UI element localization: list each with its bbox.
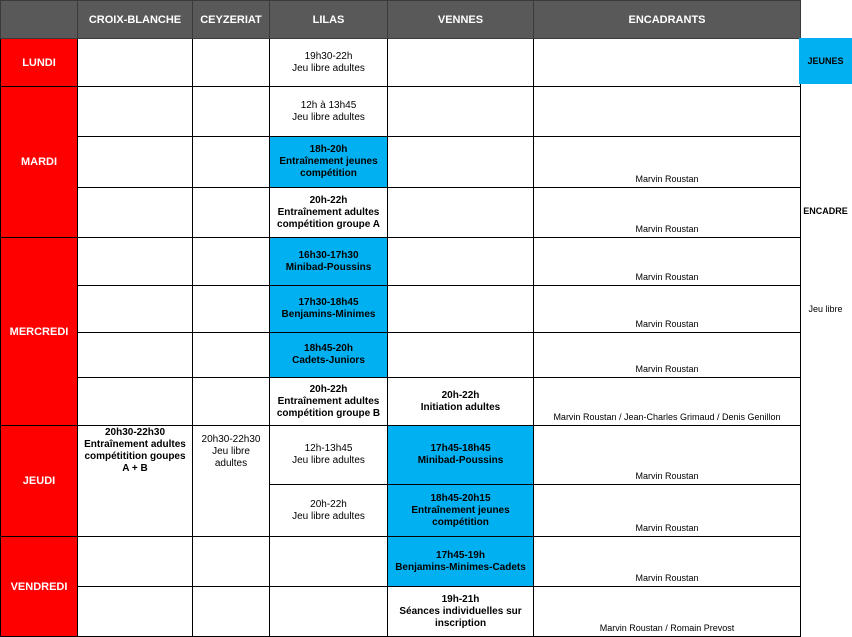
cell-empty xyxy=(388,188,534,238)
cell-activity: Séances individuelles sur xyxy=(399,605,522,617)
cell-mercredi-lilas-4 xyxy=(270,378,388,426)
table-row xyxy=(1,137,801,188)
cell-empty xyxy=(78,537,193,587)
cell-jeudi-vennes-1 xyxy=(388,426,534,485)
cell-activity: Jeu libre adultes xyxy=(292,62,365,74)
cell-mercredi-vennes xyxy=(388,378,534,426)
cell-activity: Minibad-Poussins xyxy=(417,455,504,466)
day-vendredi: VENDREDI xyxy=(1,537,78,637)
cell-encadrant-empty xyxy=(534,39,801,87)
cell-encadrant: Marvin Roustan xyxy=(534,188,801,238)
cell-jeudi-lilas-1 xyxy=(270,426,388,485)
cell-empty xyxy=(388,87,534,137)
cell-activity: Jeu libre adultes xyxy=(292,510,365,522)
cell-empty xyxy=(270,537,388,587)
legend-jeu-libre: Jeu libre xyxy=(808,304,843,314)
cell-time: 17h45-19h xyxy=(436,549,485,561)
cell-activity: Benjamins-Minimes xyxy=(281,309,376,320)
cell-empty xyxy=(78,39,193,87)
cell-time: 12h à 13h45 xyxy=(300,99,357,111)
cell-encadrant: Marvin Roustan xyxy=(534,485,801,537)
cell-encadrant: Marvin Roustan xyxy=(534,426,801,485)
legend-encadre: ENCADRE xyxy=(803,206,848,216)
cell-empty xyxy=(193,188,270,238)
day-mardi: MARDI xyxy=(1,87,78,238)
cell-time: 20h30-22h30 xyxy=(201,434,261,445)
cell-encadrant: Marvin Roustan / Romain Prevost xyxy=(534,587,801,637)
cell-empty xyxy=(388,39,534,87)
cell-empty xyxy=(78,587,193,637)
cell-empty xyxy=(193,333,270,378)
header-corner xyxy=(1,1,78,39)
cell-empty xyxy=(388,333,534,378)
cell-empty xyxy=(193,137,270,188)
legend-jeunes: JEUNES xyxy=(799,38,852,84)
cell-activity: compétition xyxy=(300,168,357,179)
cell-time: 18h-20h xyxy=(309,144,348,155)
cell-time: 19h30-22h xyxy=(304,50,353,62)
table-row xyxy=(1,188,801,238)
cell-activity: Minibad-Poussins xyxy=(285,261,372,273)
cell-encadrant: Marvin Roustan xyxy=(534,537,801,587)
cell-empty xyxy=(193,378,270,426)
cell-activity: inscription xyxy=(434,617,487,629)
cell-mardi-lilas-3 xyxy=(270,188,388,238)
cell-mardi-lilas-2 xyxy=(270,137,388,188)
cell-encadrant: Marvin Roustan xyxy=(534,238,801,286)
cell-empty xyxy=(193,286,270,333)
day-mercredi: MERCREDI xyxy=(1,238,78,426)
cell-mercredi-lilas-3 xyxy=(270,333,388,378)
table-row xyxy=(1,587,801,637)
cell-time: 18h45-20h xyxy=(304,343,353,354)
cell-activity: Entraînement adultes xyxy=(277,206,380,218)
cell-time: 20h-22h xyxy=(309,194,348,206)
cell-encadrant: Marvin Roustan / Jean-Charles Grimaud / Denis Genillon xyxy=(534,378,801,426)
cell-vendredi-vennes-2 xyxy=(388,587,534,637)
cell-activity: compétitition goupes xyxy=(84,451,186,462)
cell-time: 20h-22h xyxy=(309,383,348,395)
cell-empty xyxy=(78,286,193,333)
col-header-vennes: VENNES xyxy=(388,1,534,39)
cell-encadrant: Marvin Roustan xyxy=(534,137,801,188)
cell-jeudi-lilas-2 xyxy=(270,485,388,537)
cell-empty xyxy=(78,87,193,137)
cell-mardi-lilas-1 xyxy=(270,87,388,137)
cell-empty xyxy=(78,378,193,426)
cell-empty xyxy=(193,238,270,286)
cell-activity: Entraînement jeunes xyxy=(279,156,378,167)
cell-empty xyxy=(193,39,270,87)
cell-activity: Initiation adultes xyxy=(420,401,501,413)
cell-time: 20h-22h xyxy=(310,498,347,510)
cell-time: 17h30-18h45 xyxy=(298,297,359,308)
table-row xyxy=(1,286,801,333)
cell-time: 12h-13h45 xyxy=(304,443,353,454)
cell-encadrant-empty xyxy=(534,87,801,137)
cell-empty xyxy=(78,238,193,286)
cell-empty xyxy=(388,286,534,333)
cell-activity: compétition groupe B xyxy=(276,407,381,419)
cell-activity: Jeu libre adultes xyxy=(292,111,365,123)
cell-empty xyxy=(388,137,534,188)
cell-activity: Entraînement jeunes xyxy=(411,504,510,516)
cell-encadrant: Marvin Roustan xyxy=(534,286,801,333)
cell-empty xyxy=(193,537,270,587)
cell-empty xyxy=(78,188,193,238)
table-row xyxy=(1,39,801,87)
cell-vendredi-vennes-1 xyxy=(388,537,534,587)
col-header-encadrants: ENCADRANTS xyxy=(534,1,801,39)
cell-jeudi-croix-blanche xyxy=(78,426,193,537)
day-jeudi: JEUDI xyxy=(1,426,78,537)
cell-jeudi-vennes-2 xyxy=(388,485,534,537)
cell-mercredi-lilas-2 xyxy=(270,286,388,333)
cell-activity: compétition groupe A xyxy=(277,218,380,230)
header-row xyxy=(1,1,801,39)
table-row xyxy=(1,537,801,587)
table-row xyxy=(1,333,801,378)
cell-activity: Benjamins-Minimes-Cadets xyxy=(395,561,526,573)
col-header-lilas: LILAS xyxy=(270,1,388,39)
cell-time: 20h30-22h30 xyxy=(104,427,166,438)
cell-empty xyxy=(78,137,193,188)
cell-activity: adultes xyxy=(214,458,248,469)
cell-time: 16h30-17h30 xyxy=(298,249,359,261)
cell-lundi-lilas xyxy=(270,39,388,87)
cell-activity: Entraînement adultes xyxy=(84,439,186,450)
cell-empty xyxy=(193,87,270,137)
cell-activity: Jeu libre adultes xyxy=(292,455,365,466)
cell-time: 20h-22h xyxy=(441,389,480,401)
cell-mercredi-lilas-1 xyxy=(270,238,388,286)
cell-activity: Entraînement adultes xyxy=(277,395,380,407)
day-lundi: LUNDI xyxy=(1,39,78,87)
cell-jeudi-ceyzeriat xyxy=(193,426,270,537)
cell-activity: Jeu libre xyxy=(212,446,250,457)
cell-time: 19h-21h xyxy=(441,593,480,605)
cell-empty xyxy=(78,333,193,378)
cell-activity: Cadets-Juniors xyxy=(292,355,365,366)
table-row xyxy=(1,378,801,426)
col-header-ceyzeriat: CEYZERIAT xyxy=(193,1,270,39)
cell-empty xyxy=(388,238,534,286)
col-header-croix-blanche: CROIX-BLANCHE xyxy=(78,1,193,39)
cell-activity: A + B xyxy=(122,463,148,474)
cell-empty xyxy=(193,587,270,637)
table-row xyxy=(1,87,801,137)
cell-encadrant: Marvin Roustan xyxy=(534,333,801,378)
cell-empty xyxy=(270,587,388,637)
cell-time: 17h45-18h45 xyxy=(430,443,491,454)
cell-activity: compétition xyxy=(432,516,489,528)
table-row xyxy=(1,238,801,286)
table-row xyxy=(1,426,801,485)
cell-time: 18h45-20h15 xyxy=(430,492,491,504)
